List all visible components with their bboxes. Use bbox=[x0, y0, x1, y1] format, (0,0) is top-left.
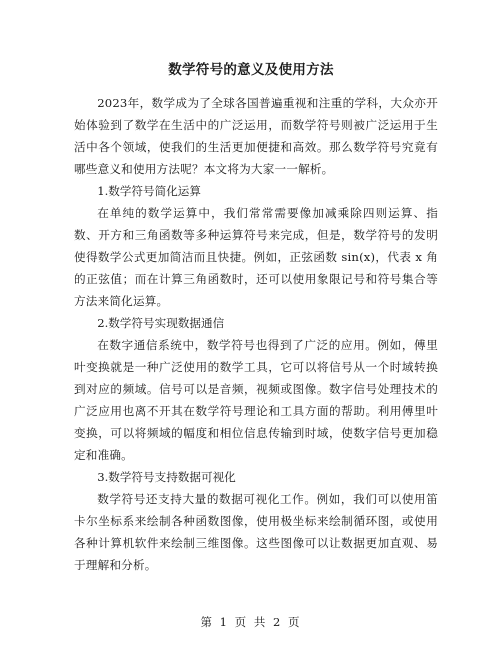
document-title: 数学符号的意义及使用方法 bbox=[168, 62, 334, 78]
section-body-3: 数学符号还支持大量的数据可视化工作。例如，我们可以使用笛卡尔坐标系来绘制各种函数图像，使用极坐标来绘制循环图，或使用各种计算机软件来绘制三维图像。这些图像可以让数据更加直观、易于理解和分析。 bbox=[74, 492, 438, 572]
section-heading-2: 2.数学符号实现数据通信 bbox=[97, 316, 225, 330]
section-heading-3: 3.数学符号支持数据可视化 bbox=[97, 470, 236, 484]
section-heading-1: 1.数学符号简化运算 bbox=[97, 184, 201, 198]
intro-paragraph: 2023年，数学成为了全球各国普遍重视和注重的学科，大众亦开始体验到了数学在生活中的广泛运用，而数学符号则被广泛运用于生活中各个领域，使我们的生活更加便捷和高效。那么数学符号究竟有哪些意义和使用方法呢？本文将为大家一一解析。 bbox=[74, 96, 438, 176]
section-body-2: 在数字通信系统中，数学符号也得到了广泛的应用。例如，傅里叶变换就是一种广泛使用的数学工具，它可以将信号从一个时域转换到对应的频域。信号可以是音频，视频或图像。数字信号处理技术的广泛应用也离不开其在数学符号理论和工具方面的帮助。利用傅里叶变换，可以将频域的幅度和相位信息传输到时域，使数字信号更加稳定和准确。 bbox=[74, 338, 438, 462]
section-body-1: 在单纯的数学运算中，我们常常需要像加减乘除四则运算、指数、开方和三角函数等多种运算符号来完成，但是，数学符号的发明使得数学公式更加简洁而且快捷。例如，正弦函数 sin(x)，代表 x 角的正弦值；而在计算三角函数时，还可以使用象限记号和符号集合等方法来简化运算。 bbox=[74, 206, 438, 308]
page-number-footer: 第 1 页 共 2 页 bbox=[200, 615, 302, 629]
document-body bbox=[74, 92, 438, 576]
